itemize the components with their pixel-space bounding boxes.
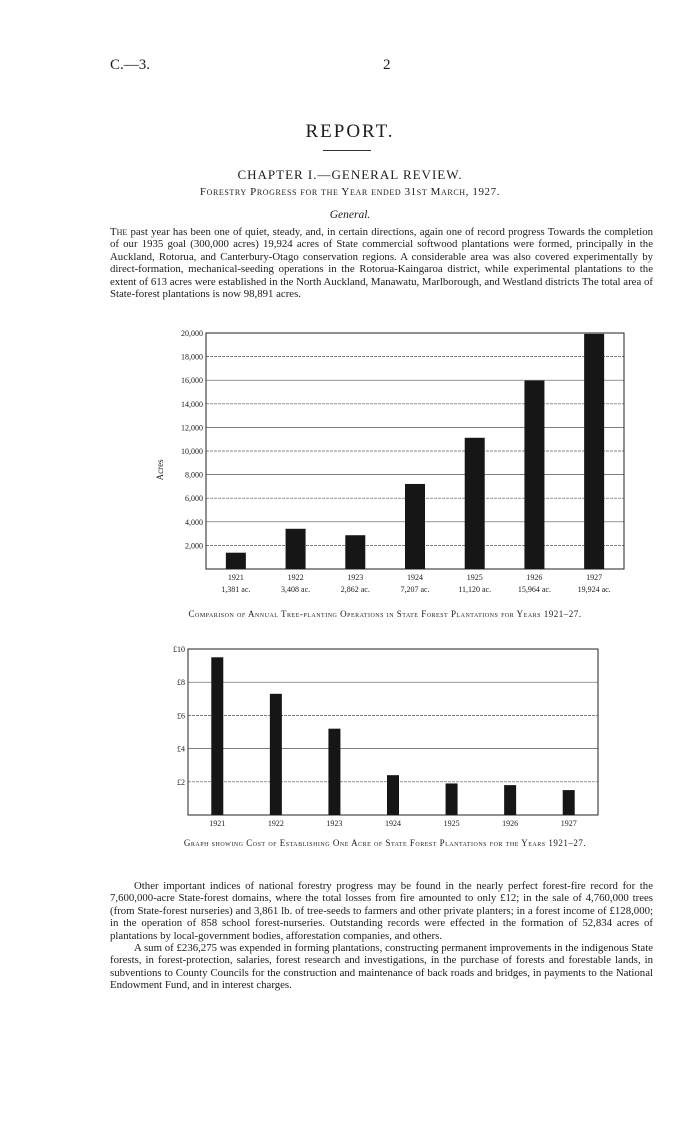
chart1-caption: Comparison of Annual Tree-planting Operations in State Forest Plantations for Years 1921–27. [188, 609, 582, 619]
closing-paragraph-2: A sum of £236,275 was expended in forming plantations, constructing permanent improvements in the indigenous State forests, in forest-protection, salaries, forest research and investigations, in the purchase of forests and forestable lands, in subventions to County Councils for the construction and maintenance of back roads and bridges, in payments to the National Endowment Fund, and in interest charges. [110, 942, 653, 992]
y-tick-label: 6,000 [185, 494, 203, 504]
x-tick-label: 1924 [385, 819, 401, 828]
bar [328, 729, 340, 815]
x-tick-label: 1921 [209, 819, 226, 828]
section-subheading: Forestry Progress for the Year ended 31st March, 1927. [199, 186, 501, 198]
closing-paragraph-1: Other important indices of national forestry progress may be found in the nearly perfect forest-fire record for the 7,600,000-acre State-forest domains, where the total losses from fire amounted to only £12; in the sale of 4,760,000 trees (from State-forest nurseries) and 3,861 lb. of tree-seeds to farmers and other private planters; in a forest income of £128,000; in the operation of 858 school forest-nurseries. Outstanding records were effected in the formation of 52,834 acres of plantations by local-government bodies, afforestation companies, and others. [110, 880, 653, 942]
y-axis-label: Acres [155, 459, 165, 481]
y-tick-label: £2 [177, 777, 185, 787]
bar [270, 694, 282, 815]
x-tick-label: 1925 [443, 819, 460, 828]
x-tick-label: 1926 [502, 819, 519, 828]
y-tick-label: 10,000 [181, 447, 203, 456]
bar [286, 529, 306, 569]
intro-lead-word: The [110, 226, 128, 238]
x-tick-label: 1922 [267, 819, 284, 828]
x-tick-label: 1927 [560, 819, 577, 828]
bar-value-label: 15,964 ac. [517, 585, 551, 594]
bar-value-label: 2,862 ac. [340, 585, 370, 594]
bar [524, 381, 544, 569]
planting-acres-chart [150, 326, 630, 601]
x-tick-label: 1924 [407, 573, 423, 582]
bar [405, 484, 425, 569]
intro-text: past year has been one of quiet, steady, and, in certain directions, again one of record progress Towards the completion of our 1935 goal (300,000 acres) 19,924 acres of State commercial softwood plantations were formed, principally in the Auckland, Rotorua, and Canterbury-Otago conservation regions. A considerable area was also covered experimentally by direct-formation, mechanical-seeding operations in the Rotorua-Kaingaroa district, while experimental plantations to the extent of 613 acres were established in the North Auckland, Manawatu, Marlborough, and Westland districts The total area of State-forest plantations is now 98,891 acres. [110, 226, 653, 301]
y-tick-label: 16,000 [181, 376, 203, 386]
y-tick-label: £6 [177, 711, 185, 721]
x-tick-label: 1925 [466, 573, 483, 582]
header-code: C.—3. [110, 57, 151, 73]
bar [465, 438, 485, 569]
bar [345, 535, 365, 569]
bar [387, 775, 399, 815]
page-number: 2 [383, 57, 391, 73]
general-heading: General. [329, 209, 371, 221]
chapter-heading: CHAPTER I.—GENERAL REVIEW. [237, 167, 463, 182]
y-tick-label: £8 [177, 678, 185, 688]
x-tick-label: 1921 [227, 573, 244, 582]
y-tick-label: 18,000 [181, 352, 203, 362]
y-tick-label: 2,000 [185, 541, 203, 551]
y-tick-label: 20,000 [181, 329, 203, 338]
x-tick-label: 1923 [326, 819, 343, 828]
chart2-caption: Graph showing Cost of Establishing One Acre of State Forest Plantations for the Years 1921–27. [183, 838, 587, 848]
y-tick-label: 14,000 [181, 399, 203, 409]
y-tick-label: 12,000 [181, 423, 203, 433]
y-tick-label: £4 [177, 744, 185, 754]
bar [226, 553, 246, 569]
bar-value-label: 3,408 ac. [281, 585, 311, 594]
intro-paragraph [110, 226, 653, 300]
x-tick-label: 1922 [287, 573, 304, 582]
bar-value-label: 11,120 ac. [458, 585, 492, 594]
y-tick-label: 4,000 [185, 517, 203, 527]
bar [584, 334, 604, 569]
bar [563, 790, 575, 815]
y-tick-label: £10 [173, 645, 185, 654]
title-rule [323, 150, 371, 151]
x-tick-label: 1926 [526, 573, 543, 582]
report-title: REPORT. [305, 121, 395, 142]
bar-value-label: 7,207 ac. [400, 585, 430, 594]
cost-per-acre-chart [160, 643, 610, 833]
x-tick-label: 1923 [347, 573, 364, 582]
bar [446, 783, 458, 815]
bar [211, 657, 223, 815]
bar-value-label: 19,924 ac. [577, 585, 611, 594]
bar-value-label: 1,381 ac. [221, 585, 251, 594]
closing-text [110, 880, 653, 992]
x-tick-label: 1927 [586, 573, 603, 582]
y-tick-label: 8,000 [185, 470, 203, 480]
bar [504, 785, 516, 815]
